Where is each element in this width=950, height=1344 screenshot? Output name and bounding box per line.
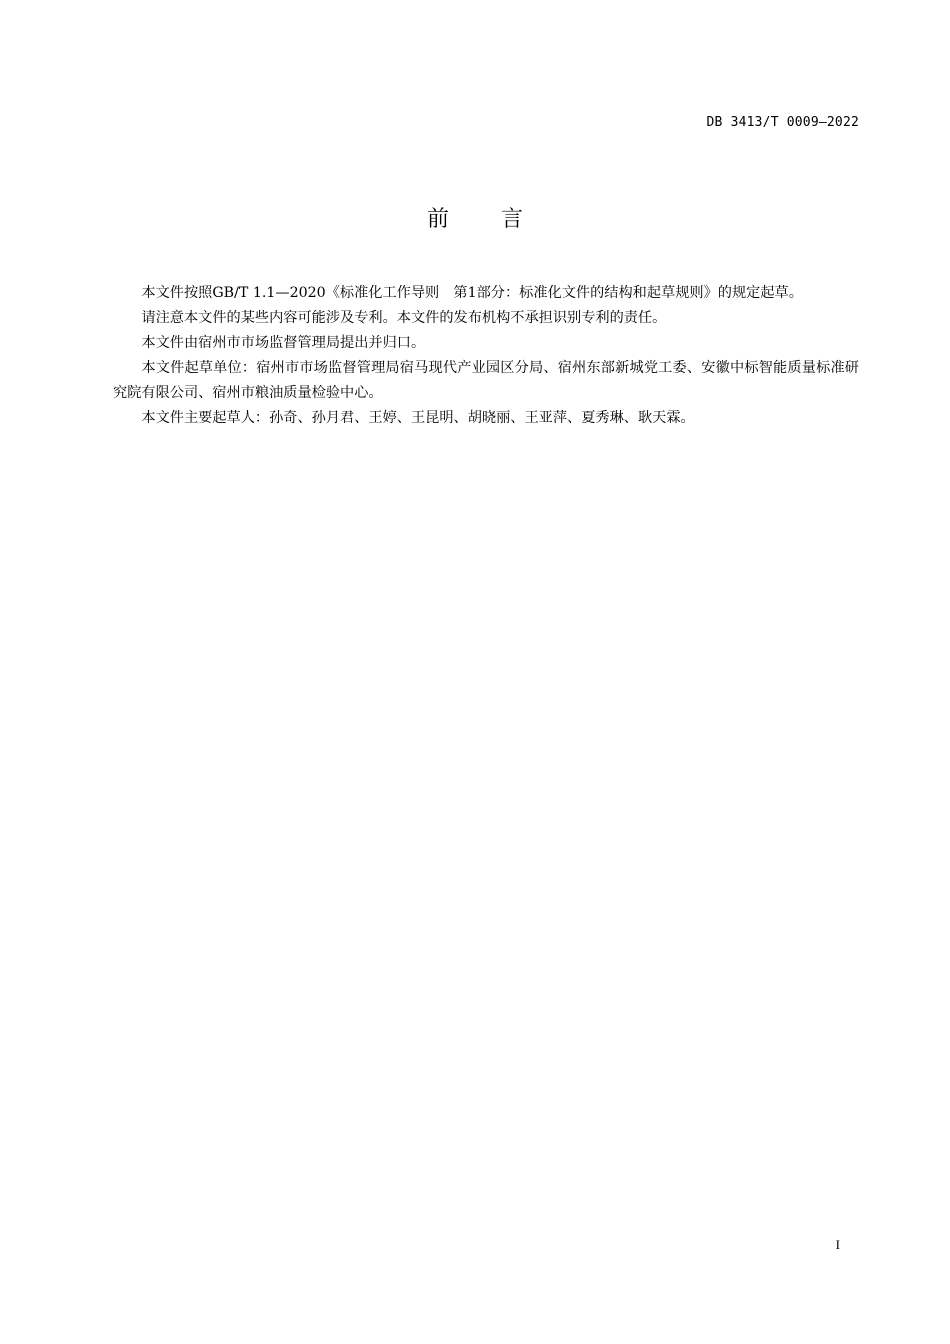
paragraph-proposer: 本文件由宿州市市场监督管理局提出并归口。 [141,335,426,351]
paragraph-patent-notice: 请注意本文件的某些内容可能涉及专利。本文件的发布机构不承担识别专利的责任。 [141,310,667,326]
page-number: I [835,1237,840,1252]
page-title: 前言 [426,207,575,232]
paragraph-drafting-basis: 本文件按照GB/T 1.1—2020《标准化工作导则 第1部分：标准化文件的结构和起草规则》的规定起草。 [141,285,803,301]
paragraph-drafters: 本文件主要起草人：孙奇、孙月君、王婷、王昆明、胡晓丽、王亚萍、夏秀琳、耿天霖。 [141,410,695,426]
foreword-body [113,281,859,431]
paragraph-drafting-units: 本文件起草单位：宿州市市场监督管理局宿马现代产业园区分局、宿州东部新城党工委、安徽中标智能质量标准研究院有限公司、宿州市粮油质量检验中心。 [113,360,859,401]
document-code: DB 3413/T 0009—2022 [706,115,859,130]
